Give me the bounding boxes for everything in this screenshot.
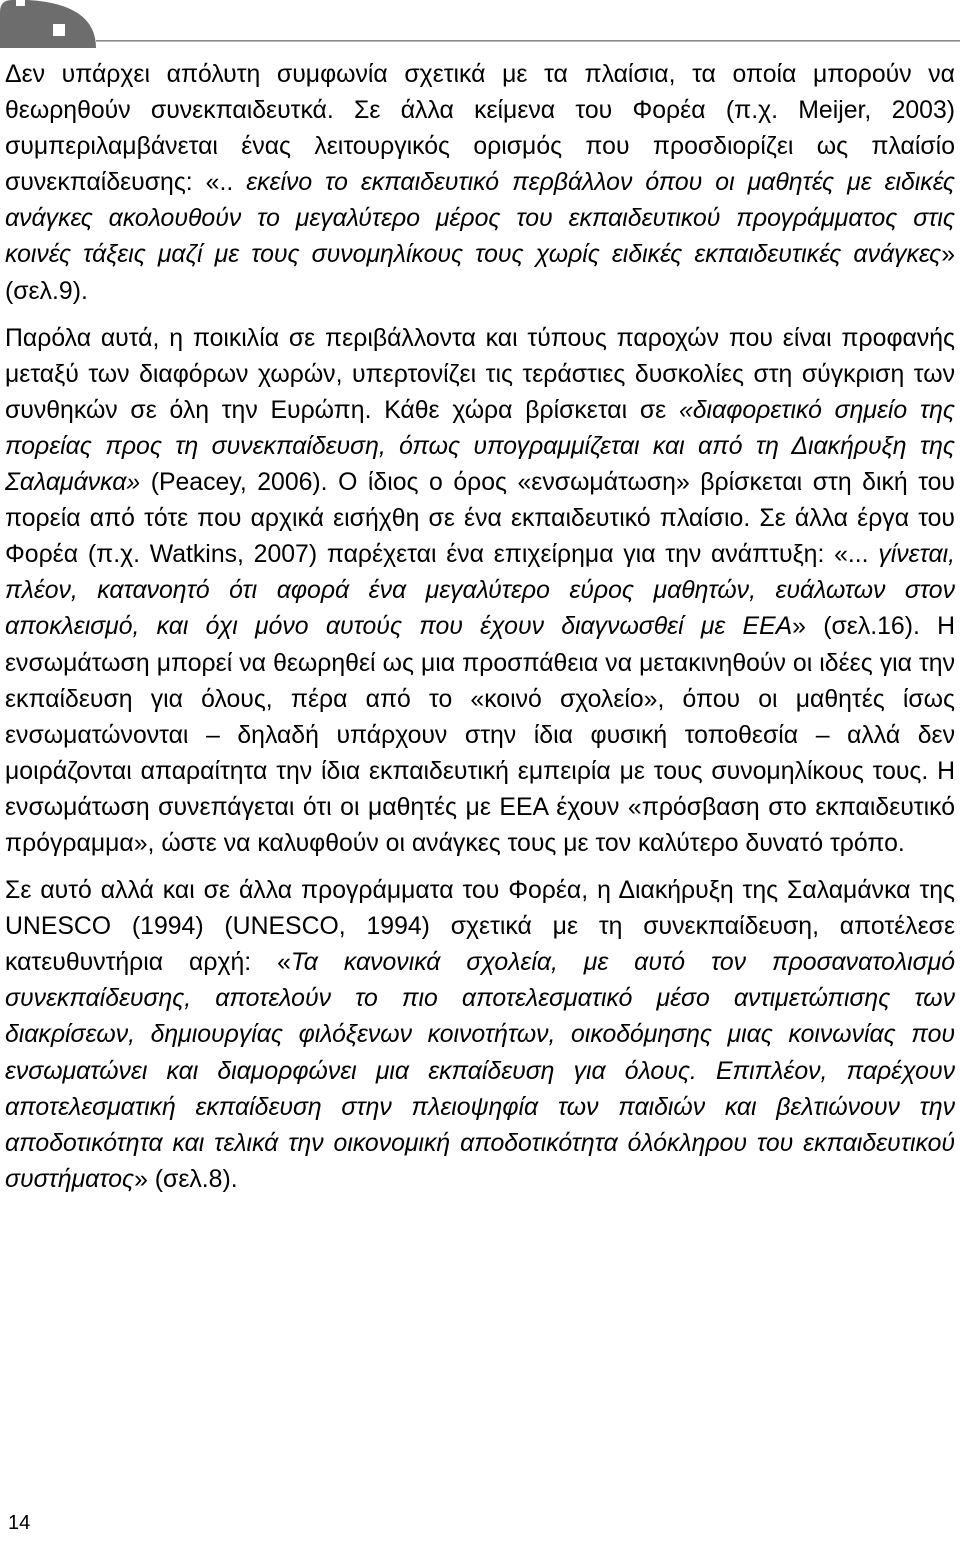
paragraph-2 (5, 321, 955, 862)
body-text (5, 57, 955, 1198)
page-header-decoration (0, 0, 960, 48)
paragraph-1 (5, 57, 955, 310)
text-run: (Peacey, 2006). Ο ίδιος ο όρος «ενσωμάτωση» βρίσκεται στη δική του πορεία από τότε που αρχικά εισήχθη σε ένα εκπαιδευτικό πλαίσιο. Σε άλλα έργα του Φορέα (π.χ. Watkins, 2007) παρέχεται ένα επιχείρημα για την ανάπτυξη: «... (5, 469, 955, 569)
text-run: Παρόλα αυτά, η ποικιλία σε περιβάλλοντα και τύπους παροχών που είναι προφανής μεταξύ των διαφόρων χωρών, υπερτονίζει τις τεράστιες δυσκολίες στη σύγκριση των συνθηκών σε όλη την Ευρώπη. Κάθε χώρα βρίσκεται σε (5, 324, 955, 424)
header-square-lower (53, 24, 65, 36)
text-run: Σε αυτό αλλά και σε άλλα προγράμματα του Φορέα, η Διακήρυξη της Σαλαμάνκα της UNESCO (1994) (UNESCO, 1994) σχετικά με τη συνεκπαίδευση, αποτέλεσε κατευθυντήρια αρχή: « (5, 877, 955, 977)
text-run: » (σελ.8). (134, 1165, 238, 1193)
text-run: » (σελ.9). (5, 241, 955, 305)
italic-quote-run: εκείνο το εκπαιδευτικό περβάλλον όπου οι μαθητές με ειδικές ανάγκες ακολουθούν το μεγαλύτερο μέρος του εκπαιδευτικού προγράμματος στις κοινές τάξεις μαζί με τους συνομηλίκους τους χωρίς ειδικές εκπαιδευτικές ανάγκες (5, 169, 955, 269)
header-tab-shape (0, 0, 96, 48)
italic-quote-run: «διαφορετικό σημείο της πορείας προς τη συνεκπαίδευση, όπως υπογραμμίζεται και από τη Διακήρυξη της Σαλαμάνκα» (5, 396, 955, 497)
page-number: 14 (8, 1512, 31, 1534)
header-square-upper (16, 0, 25, 6)
italic-quote-run: γίνεται, πλέον, κατανοητό ότι αφορά ένα μεγαλύτερο εύρος μαθητών, ευάλωτων στον αποκλεισμό, και όχι μόνο αυτούς που έχουν διαγνωσθεί με ΕΕΑ (5, 541, 955, 641)
header-rule (96, 40, 960, 42)
text-run: Δεν υπάρχει απόλυτη συμφωνία σχετικά με τα πλαίσια, τα οποία μπορούν να θεωρηθούν συνεκπαιδευτκά. Σε άλλα κείμενα του Φορέα (π.χ. Meijer, 2003) συμπεριλαμβάνεται ένας λειτουργικός ορισμός που προσδιορίζει ως πλαίσίο συνεκπαίδευσης: «.. (5, 61, 955, 197)
text-run: » (σελ.16). Η ενσωμάτωση μπορεί να θεωρηθεί ως μια προσπάθεια να μετακινηθούν οι ιδέες για την εκπαίδευση για όλους, πέρα από το «κοινό σχολείο», όπου οι μαθητές ίσως ενσωματώνονται – δηλαδή υπάρχουν στην ίδια φυσική τοποθεσία – αλλά δεν μοιράζονται απαραίτητα την ίδια εκπαιδευτική εμπειρία με τους συνομηλίκους τους. Η ενσωμάτωση συνεπάγεται ότι οι μαθητές με ΕΕΑ έχουν «πρόσβαση στο εκπαιδευτικό πρόγραμμα», ώστε να καλυφθούν οι ανάγκες τους με τον καλύτερο δυνατό τρόπο. (5, 613, 955, 857)
paragraph-3 (5, 873, 955, 1198)
italic-quote-run: Τα κανονικά σχολεία, με αυτό τον προσανατολισμό συνεκπαίδευσης, αποτελούν το πιο αποτελεσματικό μέσο αντιμετώπισης των διακρίσεων, δημιουργίας φιλόξενων κοινοτήτων, οικοδόμησης μιας κοινωνίας που ενσωματώνει και διαμορφώνει μια εκπαίδευση για όλους. Επιπλέον, παρέχουν αποτελεσματική εκπαίδευση στην πλειοψηφία των παιδιών και βελτιώνουν την αποδοτικότητα και τελικά την οικονομική αποδοτικότητα όλόκληρου του εκπαιδευτικού συστήματος (5, 949, 955, 1193)
